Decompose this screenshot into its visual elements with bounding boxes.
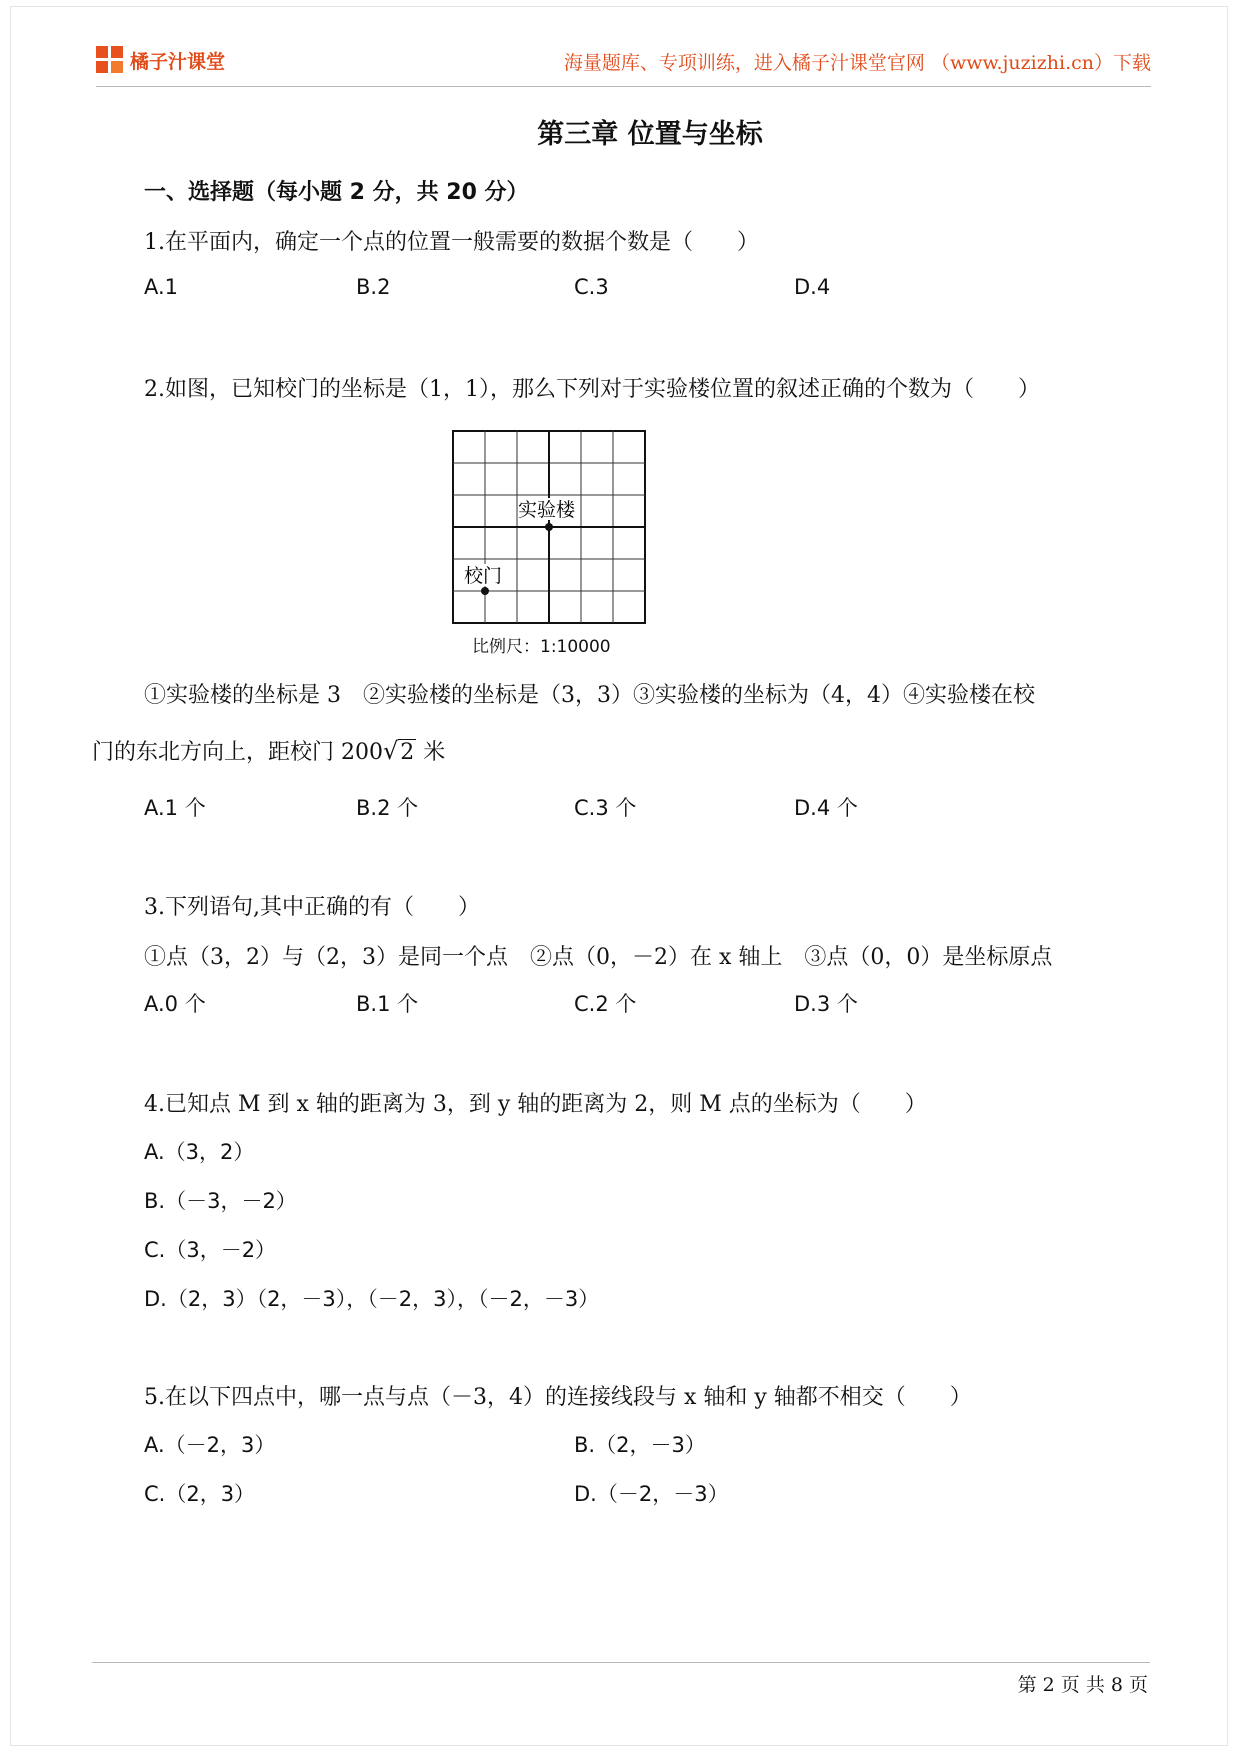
q4-option-b: B.（－3，－2） <box>144 1189 297 1213</box>
page-number: 第 2 页 共 8 页 <box>1017 1674 1148 1696</box>
q1-option-b: B.2 <box>356 275 391 299</box>
q5-option-b: B.（2，－3） <box>574 1433 706 1457</box>
q2-statement-suffix: 米 <box>416 740 446 765</box>
sqrt-sign: √ <box>383 737 399 765</box>
q1-option-c: C.3 <box>574 275 609 299</box>
q4-option-d: D.（2，3）（2，－3），（－2，3），（－2，－3） <box>144 1287 600 1311</box>
q2-stem: 2.如图，已知校门的坐标是（1，1），那么下列对于实验楼位置的叙述正确的个数为（ ） <box>144 377 1040 402</box>
q2-statement-prefix: 门的东北方向上，距校门 200 <box>92 740 383 765</box>
q5-stem: 5.在以下四点中，哪一点与点（－3，4）的连接线段与 x 轴和 y 轴都不相交（ ） <box>144 1385 972 1410</box>
campus-grid-figure <box>452 430 646 624</box>
q3-option-c: C.2 个 <box>574 992 637 1016</box>
sqrt-argument: 2 <box>400 740 415 765</box>
q5-option-a: A.（－2，3） <box>144 1433 276 1457</box>
q2-statements-line1: ①实验楼的坐标是 3 ②实验楼的坐标是（3，3）③实验楼的坐标为（4，4）④实验楼在校 <box>144 683 1035 708</box>
section-heading: 一、选择题（每小题 2 分，共 20 分） <box>144 180 529 205</box>
logo-text: 橘子汁课堂 <box>130 50 226 73</box>
q2-option-b: B.2 个 <box>356 796 419 820</box>
q4-stem: 4.已知点 M 到 x 轴的距离为 3，到 y 轴的距离为 2，则 M 点的坐标为（ ） <box>144 1092 927 1117</box>
page-header <box>96 40 1151 87</box>
q2-option-d: D.4 个 <box>794 796 858 820</box>
lab-label: 实验楼 <box>518 499 576 521</box>
footer-divider <box>92 1662 1150 1663</box>
q5-option-d: D.（－2，－3） <box>574 1482 729 1506</box>
q1-stem: 1.在平面内，确定一个点的位置一般需要的数据个数是（ ） <box>144 230 759 255</box>
q5-option-c: C.（2，3） <box>144 1482 256 1506</box>
gate-label: 校门 <box>464 565 503 587</box>
gate-point <box>481 587 489 595</box>
q2-option-c: C.3 个 <box>574 796 637 820</box>
q3-stem: 3.下列语句,其中正确的有（ ） <box>144 895 480 920</box>
q3-statements: ①点（3，2）与（2，3）是同一个点 ②点（0，－2）在 x 轴上 ③点（0，0）是坐标原点 <box>144 945 1053 970</box>
scale-label: 比例尺：1:10000 <box>472 637 611 657</box>
q4-option-c: C.（3，－2） <box>144 1238 277 1262</box>
header-slogan: 海量题库、专项训练，进入橘子汁课堂官网 （www.juzizhi.cn）下载 <box>563 52 1151 74</box>
q2-statements-line2 <box>92 735 445 766</box>
lab-point <box>545 523 553 531</box>
q3-option-b: B.1 个 <box>356 992 419 1016</box>
brand-logo <box>96 46 225 74</box>
q3-option-a: A.0 个 <box>144 992 206 1016</box>
chapter-title: 第三章 位置与坐标 <box>537 119 763 150</box>
sqrt-expression <box>383 737 416 765</box>
q1-option-d: D.4 <box>794 275 831 299</box>
q4-option-a: A.（3，2） <box>144 1140 255 1164</box>
q1-option-a: A.1 <box>144 275 179 299</box>
logo-icon <box>96 46 124 74</box>
q3-option-d: D.3 个 <box>794 992 858 1016</box>
q2-option-a: A.1 个 <box>144 796 206 820</box>
